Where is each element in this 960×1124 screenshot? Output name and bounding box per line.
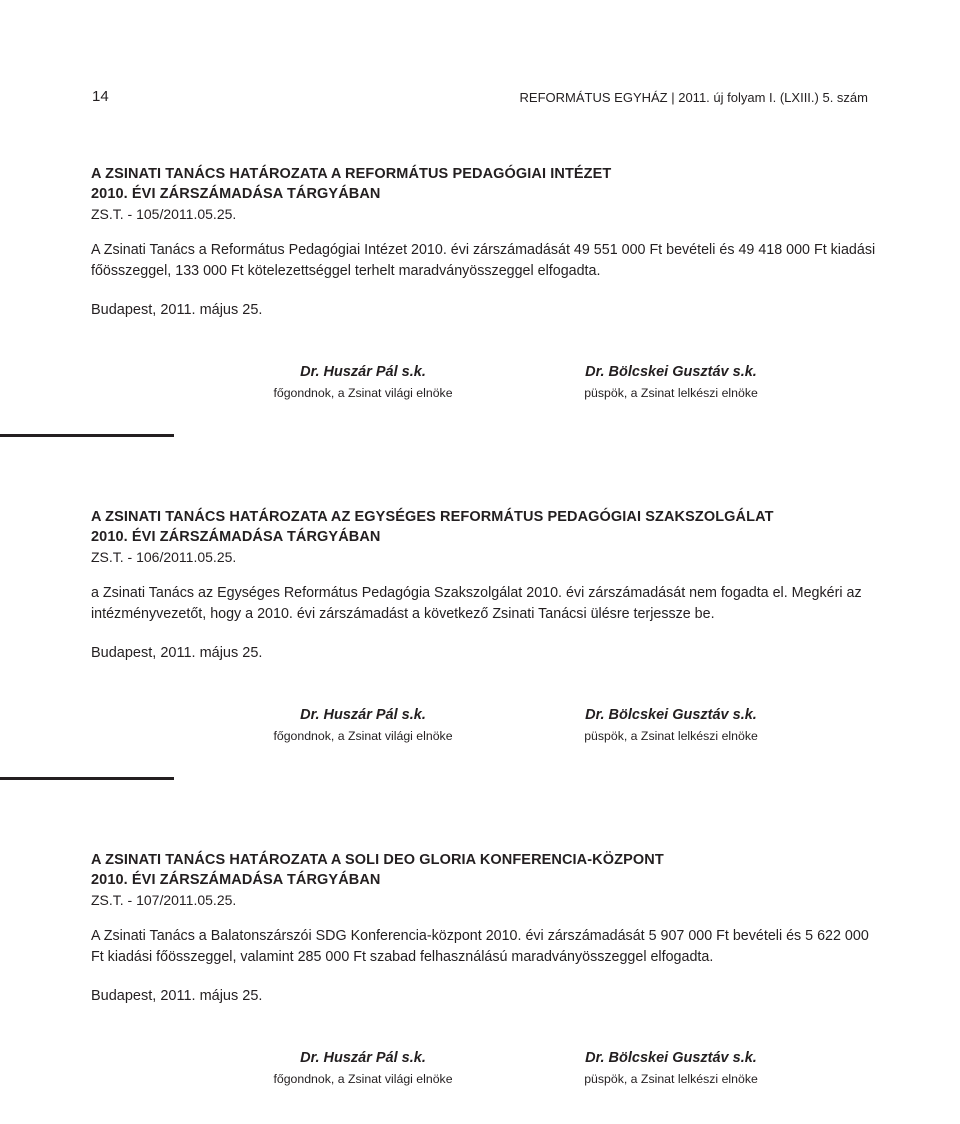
signatory-role: püspök, a Zsinat lelkészi elnöke <box>584 1072 758 1086</box>
resolution-reference: ZS.T. - 106/2011.05.25. <box>91 549 237 565</box>
section-subtitle: 2010. ÉVI ZÁRSZÁMADÁSA TÁRGYÁBAN <box>91 186 381 202</box>
place-date: Budapest, 2011. május 25. <box>91 302 263 318</box>
signature-left <box>233 362 493 402</box>
signatory-name: Dr. Huszár Pál s.k. <box>300 1050 426 1066</box>
signatory-role: főgondnok, a Zsinat világi elnöke <box>273 386 453 400</box>
section-title: A ZSINATI TANÁCS HATÁROZATA A REFORMÁTUS PEDAGÓGIAI INTÉZET <box>91 166 612 182</box>
signatory-name: Dr. Bölcskei Gusztáv s.k. <box>585 707 757 723</box>
signature-left <box>233 705 493 745</box>
signatory-name: Dr. Bölcskei Gusztáv s.k. <box>585 364 757 380</box>
resolution-107 <box>91 850 881 1098</box>
signatory-role: püspök, a Zsinat lelkészi elnöke <box>584 386 758 400</box>
signature-left <box>233 1048 493 1088</box>
signatory-role: főgondnok, a Zsinat világi elnöke <box>273 1072 453 1086</box>
resolution-reference: ZS.T. - 105/2011.05.25. <box>91 206 237 222</box>
signatory-role: főgondnok, a Zsinat világi elnöke <box>273 729 453 743</box>
signature-block <box>91 362 881 412</box>
signatory-role: püspök, a Zsinat lelkészi elnöke <box>584 729 758 743</box>
section-divider <box>0 434 174 437</box>
running-header: REFORMÁTUS EGYHÁZ | 2011. új folyam I. (LXIII.) 5. szám <box>519 90 868 105</box>
resolution-reference: ZS.T. - 107/2011.05.25. <box>91 892 237 908</box>
place-date: Budapest, 2011. május 25. <box>91 988 263 1004</box>
signatory-name: Dr. Huszár Pál s.k. <box>300 707 426 723</box>
section-title: A ZSINATI TANÁCS HATÁROZATA AZ EGYSÉGES REFORMÁTUS PEDAGÓGIAI SZAKSZOLGÁLAT <box>91 509 774 525</box>
signature-right <box>541 705 801 745</box>
signature-right <box>541 362 801 402</box>
section-divider <box>0 777 174 780</box>
signature-block <box>91 1048 881 1098</box>
section-title: A ZSINATI TANÁCS HATÁROZATA A SOLI DEO GLORIA KONFERENCIA-KÖZPONT <box>91 852 664 868</box>
page-number: 14 <box>92 88 109 105</box>
resolution-text: a Zsinati Tanács az Egységes Református Pedagógia Szakszolgálat 2010. évi zárszámadását nem fogadta el. Megkéri az intézményvezetőt, hogy a 2010. évi zárszámadást a következő Zsinati Tanácsi ülésre terjessze be. <box>91 585 862 622</box>
section-subtitle: 2010. ÉVI ZÁRSZÁMADÁSA TÁRGYÁBAN <box>91 872 381 888</box>
resolution-text: A Zsinati Tanács a Balatonszárszói SDG Konferencia-központ 2010. évi zárszámadását 5 907 000 Ft bevételi és 5 622 000 Ft kiadási főösszeggel, valamint 285 000 Ft szabad felhasználású maradványösszeggel elfogadta. <box>91 928 869 965</box>
place-date: Budapest, 2011. május 25. <box>91 645 263 661</box>
resolution-106 <box>91 507 881 755</box>
signature-block <box>91 705 881 755</box>
resolution-text: A Zsinati Tanács a Református Pedagógiai Intézet 2010. évi zárszámadását 49 551 000 Ft bevételi és 49 418 000 Ft kiadási főösszeggel, 133 000 Ft kötelezettséggel terhelt maradványösszeggel elfogadta. <box>91 242 876 279</box>
section-subtitle: 2010. ÉVI ZÁRSZÁMADÁSA TÁRGYÁBAN <box>91 529 381 545</box>
signatory-name: Dr. Bölcskei Gusztáv s.k. <box>585 1050 757 1066</box>
signature-right <box>541 1048 801 1088</box>
signatory-name: Dr. Huszár Pál s.k. <box>300 364 426 380</box>
resolution-105 <box>91 164 881 412</box>
